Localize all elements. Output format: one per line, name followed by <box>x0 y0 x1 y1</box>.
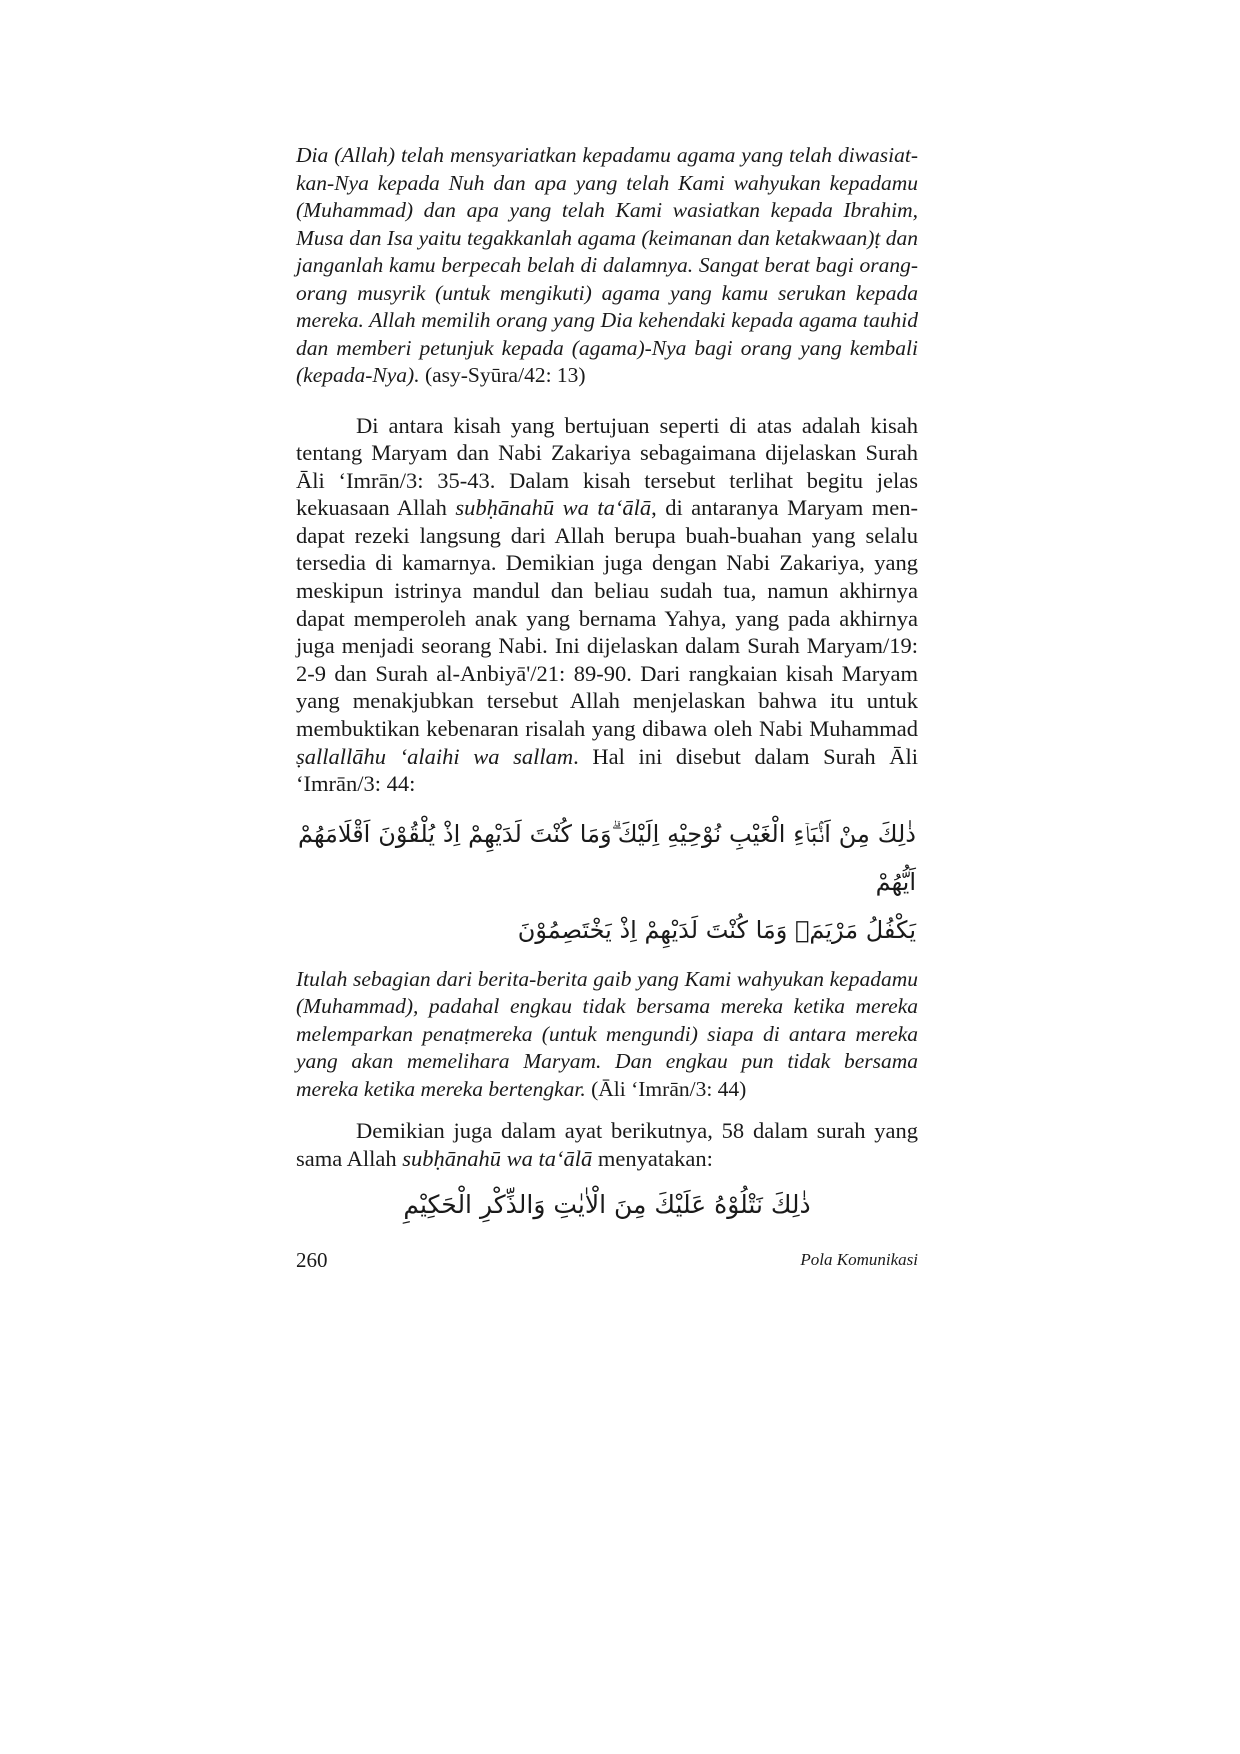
quote-reference: (asy-Syūra/42: 13) <box>424 363 586 387</box>
quote-translation-asy-syura <box>296 142 918 390</box>
quote-text: Dia (Allah) telah mensyariatkan kepadamu agama yang telah diwasiat-kan-Nya kepada Nuh dan apa yang telah Kami wahyukan kepadamu (Muhammad) dan apa yang telah Kami wasiatkan kepada Ibrahim, Musa dan Isa yaitu tegakkanlah agama (keimanan dan ketakwaan)ṭ dan janganlah kamu berpecah belah di dalamnya. Sangat berat bagi orang-orang musyrik (untuk mengikuti) agama yang kamu serukan kepada mereka. Allah memilih orang yang Dia kehendaki kepada agama tauhid dan memberi petunjuk kepada (agama)-Nya bagi orang yang kembali (kepada-Nya). <box>296 143 918 387</box>
arabic-verse-ali-imran-44 <box>296 810 918 954</box>
page-number: 260 <box>296 1248 328 1272</box>
quote-translation-ali-imran <box>296 966 918 1104</box>
arabic-verse-line: يَكْفُلُ مَرْيَمَۖ وَمَا كُنْتَ لَدَيْهِمْ اِذْ يَخْتَصِمُوْنَ <box>517 915 916 944</box>
arabic-verse-ali-imran-58 <box>296 1185 918 1225</box>
arabic-verse-line: ذٰلِكَ نَتْلُوْهُ عَلَيْكَ مِنَ الْاٰيٰتِ وَالذِّكْرِ الْحَكِيْمِ <box>403 1189 811 1219</box>
paragraph-text: . Hal ini disebut dalam Surah Āli ‘Imrān/3: 44: <box>296 743 918 797</box>
paragraph-text: Demikian juga dalam ayat berikutnya, 58 dalam surah yang sama Allah <box>296 1118 918 1171</box>
quote-text: Itulah sebagian dari berita-berita gaib yang Kami wahyukan kepadamu (Muhammad), padahal engkau tidak bersama mereka ketika mereka melemparkan penaṭmereka (untuk mengundi) siapa di antara mereka yang akan memelihara Maryam. Dan engkau pun tidak bersama mereka ketika mereka bertengkar. <box>296 966 918 1101</box>
body-paragraph <box>296 412 918 798</box>
paragraph-text: , di antaranya Maryam men-dapat rezeki langsung dari Allah berupa buah-buahan yang selalu tersedia di kamarnya. Demikian juga dengan Nabi Zakariya, yang meskipun istrinya mandul dan beliau sudah tua, namun akhirnya dapat memperoleh anak yang bernama Yahya, yang pada akhirnya juga menjadi seorang Nabi. Ini dijelaskan dalam Surah Maryam/19: 2-9 dan Surah al-Anbiyā'/21: 89-90. Dari rangkaian kisah Maryam yang menakjubkan tersebut Allah menjelaskan bahwa itu untuk membuktikan kebenaran risalah yang dibawa oleh Nabi Muhammad <box>296 495 918 742</box>
quote-reference: (Āli ‘Imrān/3: 44) <box>591 1076 747 1101</box>
body-paragraph <box>296 1117 918 1172</box>
running-title: Pola Komunikasi <box>800 1250 918 1269</box>
transliterated-term: subḥānahū wa ta‘ālā <box>402 1145 593 1171</box>
page-content <box>296 142 918 1225</box>
transliterated-term: ṣallallāhu ‘alaihi wa sallam <box>296 743 574 769</box>
paragraph-text: menyatakan: <box>592 1145 713 1171</box>
transliterated-term: subḥānahū wa ta‘ālā <box>455 495 652 521</box>
arabic-verse-line: ذٰلِكَ مِنْ اَنْۢبَاۤءِ الْغَيْبِ نُوْحِيْهِ اِلَيْكَ ۗوَمَا كُنْتَ لَدَيْهِمْ اِذْ يُلْقُوْنَ اَقْلَامَهُمْ اَيُّهُمْ <box>298 819 916 896</box>
paragraph-text: Di antara kisah yang bertujuan seperti di atas adalah kisah tentang Maryam dan Nabi Zakariya sebagaimana dijelaskan Surah Āli ‘Imrān/3: 35-43. Dalam kisah tersebut terlihat begitu jelas kekuasaan Allah <box>296 412 918 521</box>
page-footer <box>296 1248 918 1276</box>
